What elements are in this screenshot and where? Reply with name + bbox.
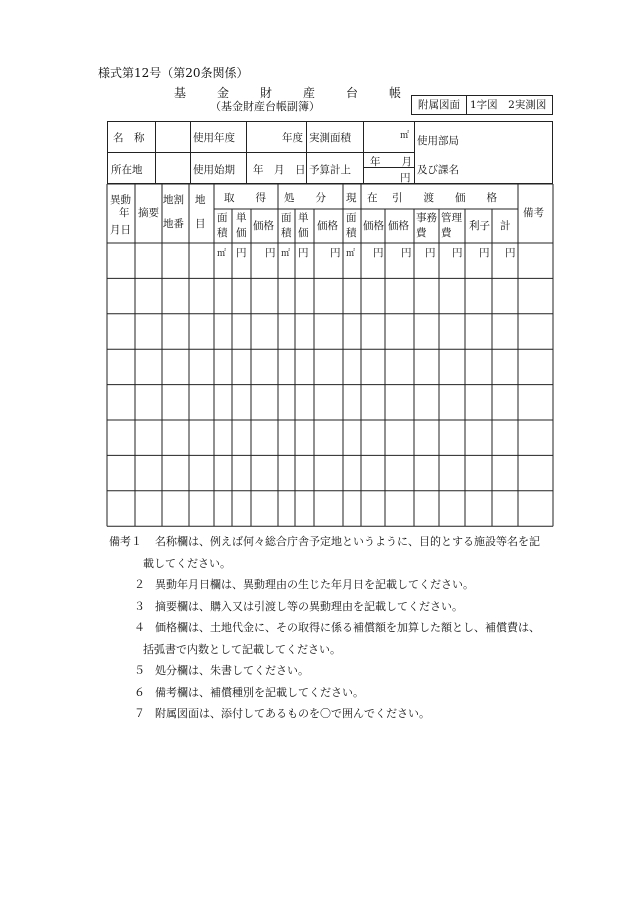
title-char: 台: [346, 86, 359, 100]
note-number: ２: [134, 578, 145, 591]
area-subheader: 面: [217, 212, 228, 224]
area-unit: ㎡: [400, 131, 410, 141]
note-text: 価格欄は、土地代金に、その取得に係る補償額を加算した額とし、補償費は、: [155, 621, 540, 634]
category-label: 地: [195, 194, 206, 206]
note-number: ６: [134, 685, 145, 699]
note-number: ５: [134, 664, 145, 677]
use-year-unit: 年度: [282, 132, 303, 144]
budget-label: 予算計上: [309, 164, 351, 176]
location-label: 所在地: [111, 164, 143, 176]
remarks-label: 備考: [523, 207, 544, 219]
budget-yen: 円: [400, 172, 411, 184]
use-start-label: 使用始期: [193, 164, 235, 176]
note-text: 異動年月日欄は、異動理由の生じた年月日を記載してください。: [155, 578, 474, 591]
name-label: 名 称: [113, 132, 145, 144]
note-number: ７: [134, 707, 145, 720]
area-subheader: 積: [281, 227, 292, 239]
form-label: 様式第12号（第20条関係）: [98, 66, 249, 80]
unit-yen: 円: [425, 247, 436, 259]
unit-yen: 円: [265, 247, 276, 259]
note-text: 備考欄は、補償種別を記載してください。: [155, 685, 364, 699]
office-fee-subheader: 事務: [416, 212, 437, 224]
unit-price-subheader: 価: [298, 227, 309, 239]
unit-price-subheader: 価: [236, 227, 247, 239]
note-number: ３: [134, 599, 145, 613]
unit-yen: 円: [373, 247, 384, 259]
mgmt-fee-subheader: 費: [441, 227, 452, 239]
unit-yen: 円: [330, 247, 341, 259]
subtitle: （基金財産台帳副簿）: [210, 100, 320, 113]
price-subheader: 価格: [317, 220, 338, 232]
note-text: 摘要欄は、購入又は引渡し等の異動理由を記載してください。: [155, 599, 463, 613]
office-fee-subheader: 費: [416, 227, 427, 239]
note-text: 処分欄は、朱書してください。: [155, 664, 309, 677]
price-subheader: 価格: [363, 220, 384, 232]
acquire-header: 取 得: [224, 192, 266, 204]
dept-label: 使用部局: [417, 135, 459, 147]
note-number: 備考１: [109, 535, 142, 548]
title-char: 財: [260, 86, 273, 100]
summary-label: 摘要: [138, 207, 159, 219]
title-char: 基: [174, 86, 187, 100]
unit-yen: 円: [401, 247, 412, 259]
note-text: 附属図面は、添付してあるものを〇で囲んでください。: [155, 707, 430, 720]
measured-area-label: 実測面積: [309, 132, 351, 144]
unit-yen: 円: [505, 247, 516, 259]
interest-subheader: 利子: [469, 220, 490, 232]
price-subheader: 価格: [253, 220, 274, 232]
title-char: 産: [303, 86, 316, 100]
unit-price-subheader: 単: [298, 212, 309, 224]
attached-drawing-options: 1字図 2実測図: [470, 99, 547, 111]
note-number: ４: [134, 621, 145, 634]
area-subheader: 面: [281, 212, 292, 224]
attached-drawing-label: 附属図面: [412, 96, 467, 114]
budget-ym: 年 月: [370, 156, 412, 168]
delivery-header: 引 渡 価 格: [392, 192, 497, 204]
use-year-label: 使用年度: [193, 132, 235, 144]
note-text: 名称欄は、例えば何々総合庁舎予定地というように、目的とする施設等名を記: [155, 535, 540, 548]
unit-yen: 円: [452, 247, 463, 259]
title-char: 金: [217, 86, 230, 100]
mgmt-fee-subheader: 管理: [441, 212, 462, 224]
note-text-continued: 括弧書で内数として記載してください。: [143, 642, 341, 656]
lot-label: 地番: [163, 218, 184, 230]
unit-yen: 円: [236, 247, 247, 259]
price-subheader: 価格: [388, 220, 409, 232]
unit-sqm: ㎡: [281, 249, 291, 259]
unit-price-subheader: 単: [236, 212, 247, 224]
change-date-label: 年: [119, 207, 130, 219]
dispose-header: 処 分: [284, 192, 326, 204]
section-label: 及び課名: [417, 164, 459, 176]
area-subheader: 面: [346, 212, 357, 224]
unit-sqm: ㎡: [346, 249, 356, 259]
note-text-continued: 載してください。: [143, 556, 231, 570]
area-subheader: 積: [346, 227, 357, 239]
area-subheader: 積: [217, 227, 228, 239]
unit-yen: 円: [298, 247, 309, 259]
use-start-ymd: 年 月 日: [253, 164, 306, 176]
current-header: 現 在: [346, 192, 378, 204]
unit-yen: 円: [479, 247, 490, 259]
change-date-label: 月日: [110, 224, 131, 236]
category-label: 目: [195, 218, 206, 230]
lot-label: 地割: [163, 194, 184, 206]
total-subheader: 計: [500, 220, 511, 232]
unit-sqm: ㎡: [217, 249, 227, 259]
title-char: 帳: [389, 86, 402, 100]
change-date-label: 異動: [110, 194, 131, 206]
